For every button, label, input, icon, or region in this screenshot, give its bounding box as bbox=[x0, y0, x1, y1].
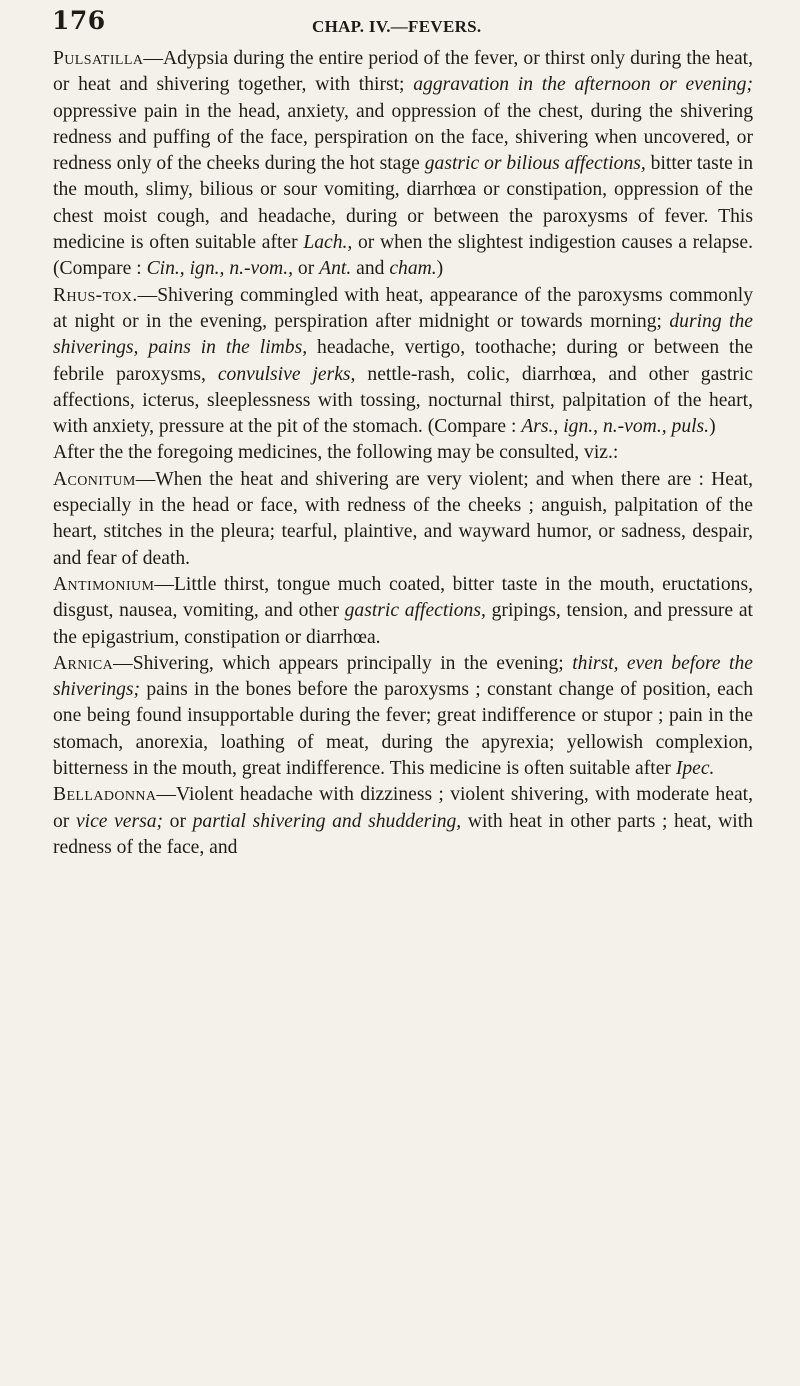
entry-name: Pulsatilla bbox=[53, 48, 144, 69]
entry-text: —Shivering commingled with heat, appearance of the paroxysms commonly at night or in the evening, perspiration after midnight or towards morning; bbox=[53, 284, 753, 332]
entry-text: —Little thirst, tongue much coated, bitter taste in the mouth, eructations, disgust, nausea, vomiting, and other bbox=[53, 573, 753, 622]
entry-name: Aconitum bbox=[53, 468, 136, 490]
entry-antimonium bbox=[53, 572, 753, 651]
running-head: CHAP. IV.—FEVERS. bbox=[312, 17, 482, 36]
entry-name: Rhus-tox. bbox=[53, 284, 138, 306]
entry-italic: cham. bbox=[389, 258, 437, 280]
entry-text: or bbox=[163, 810, 193, 832]
entry-text: —When the heat and shivering are very violent; and when there are : Heat, especially in the head or face, with redness of the cheeks ; anguish, palpitation of the heart, stitches in the pleura; tearful, plaintive, and wayward humor, or sadness, despair, and fear of death. bbox=[53, 468, 753, 569]
entry-belladonna bbox=[53, 782, 753, 861]
page-body bbox=[53, 46, 753, 861]
entry-italic: Cin., ign., n.-vom., bbox=[146, 258, 293, 280]
entry-italic: gastric or bilious affections, bbox=[424, 153, 646, 175]
entry-text: and bbox=[351, 258, 390, 280]
entry-italic: aggravation in the afternoon or evening; bbox=[413, 74, 753, 96]
entry-italic: Ars., ign., n.-vom., puls. bbox=[521, 416, 710, 438]
entry-italic: Lach., bbox=[303, 232, 353, 254]
entry-italic: during the shiverings, pains in the limbs, bbox=[53, 310, 753, 359]
entry-text: headache, vertigo, toothache; during or between the febrile paroxysms, bbox=[53, 337, 753, 385]
entry-italic: thirst, even before the shiverings; bbox=[53, 652, 753, 701]
entry-text: ) bbox=[436, 258, 444, 280]
entry-text: —Adypsia during the entire period of the fever, or thirst only during the heat, or heat and shivering together, with thirst; bbox=[53, 48, 753, 96]
entry-italic: Ipec. bbox=[675, 758, 715, 780]
entry-text: ) bbox=[709, 416, 716, 438]
entry-text: bitter taste in the mouth, slimy, bilious or sour vomiting, diarrhœa or constipation, oppression of the chest moist cough, and headache, during or between the paroxysms of fever. This medicine is often suitable after bbox=[53, 153, 753, 254]
entry-rhus-tox bbox=[53, 283, 753, 441]
entry-text: —Violent headache with dizziness ; violent shivering, with moderate heat, or bbox=[53, 784, 753, 832]
entry-italic: convulsive jerks, bbox=[217, 363, 356, 385]
entry-pulsatilla bbox=[53, 46, 753, 283]
entry-text: or when the slightest indigestion causes a relapse. (Compare : bbox=[53, 232, 753, 280]
entry-italic: Ant. bbox=[319, 258, 352, 280]
page-header bbox=[52, 6, 752, 40]
entry-aconitum bbox=[53, 467, 753, 572]
entry-text: —Shivering, which appears principally in the evening; bbox=[113, 652, 573, 674]
entry-italic: vice versa; bbox=[75, 810, 164, 832]
entry-text: oppressive pain in the head, anxiety, and oppression of the chest, during the shivering redness and puffing of the face, perspiration on the face, shivering when uncovered, or redness only of the cheeks during the hot stage bbox=[53, 100, 753, 175]
entry-text: pains in the bones before the paroxysms ; constant change of position, each one being found insupportable during the fever; great indifference or stupor ; pain in the stomach, anorexia, loathing of meat, during the apyrexia; yellowish complexion, bitterness in the mouth, great indifference. This medicine is often suitable after bbox=[53, 679, 753, 780]
entry-text: gripings, tension, and pressure at the epigastrium, constipation or diarrhœa. bbox=[53, 600, 753, 648]
page-number: 176 bbox=[52, 6, 106, 35]
entry-name: Antimonium bbox=[53, 573, 155, 595]
entry-text: or bbox=[293, 258, 320, 280]
entry-name: Arnica bbox=[53, 652, 114, 674]
entry-arnica bbox=[53, 651, 753, 782]
entry-text: with heat in other parts ; heat, with redness of the face, and bbox=[53, 810, 753, 858]
entry-italic: gastric affections, bbox=[344, 600, 486, 622]
transition-paragraph: After the the foregoing medicines, the following may be consulted, viz.: bbox=[53, 442, 619, 464]
entry-text: nettle-rash, colic, diarrhœa, and other gastric affections, icterus, sleeplessness with tossing, nocturnal thirst, palpitation of the heart, with anxiety, pressure at the pit of the stomach. (Compare : bbox=[53, 363, 753, 438]
entry-name: Belladonna bbox=[53, 784, 157, 806]
entry-italic: partial shivering and shuddering, bbox=[192, 810, 462, 832]
